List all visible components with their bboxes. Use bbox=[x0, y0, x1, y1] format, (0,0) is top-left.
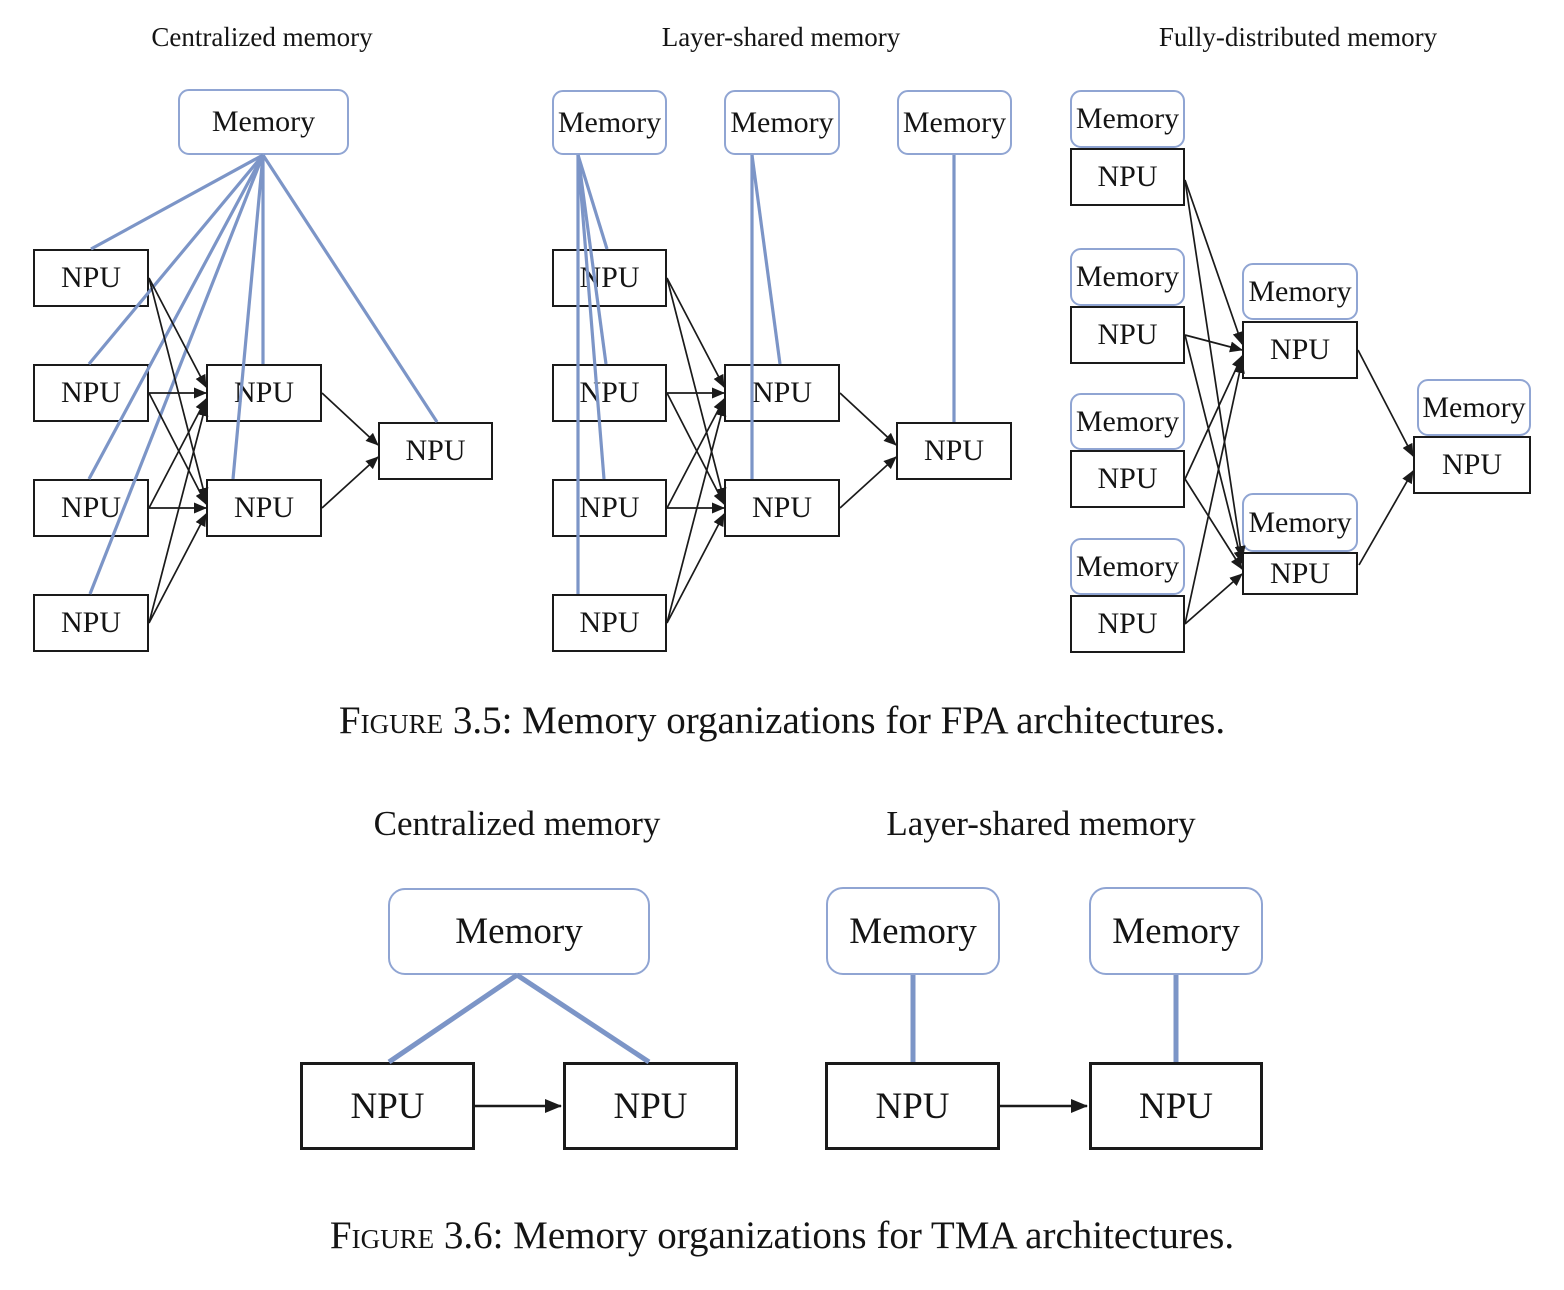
tma-layer-shared-title: Layer-shared memory bbox=[886, 804, 1196, 843]
fpa-layer-shared-title: Layer-shared memory bbox=[661, 22, 901, 52]
tma-centralized-title: Centralized memory bbox=[373, 804, 661, 843]
npu-node: NPU bbox=[33, 594, 149, 652]
npu-node: NPU bbox=[896, 422, 1012, 480]
npu-node: NPU bbox=[33, 249, 149, 307]
npu-node: NPU bbox=[825, 1062, 1000, 1150]
npu-node: NPU bbox=[724, 479, 840, 537]
memory-node: Memory bbox=[1242, 263, 1358, 320]
npu-node: NPU bbox=[378, 422, 493, 480]
npu-node: NPU bbox=[724, 364, 840, 422]
npu-node: NPU bbox=[552, 249, 667, 307]
npu-node: NPU bbox=[1070, 306, 1185, 364]
memory-node: Memory bbox=[1417, 379, 1531, 436]
memory-node: Memory bbox=[1089, 887, 1263, 975]
npu-node: NPU bbox=[33, 364, 149, 422]
npu-node: NPU bbox=[33, 479, 149, 537]
dataflow-arrows-fpa-centralized bbox=[149, 278, 378, 623]
figure-3-5-caption bbox=[0, 698, 1564, 743]
memory-node: Memory bbox=[388, 888, 650, 975]
dataflow-arrows-fpa-layer-shared bbox=[667, 278, 896, 623]
npu-node: NPU bbox=[552, 594, 667, 652]
fpa-fully-distributed-title: Fully-distributed memory bbox=[1158, 22, 1438, 52]
npu-node: NPU bbox=[206, 479, 322, 537]
memory-node: Memory bbox=[826, 887, 1000, 975]
memory-node: Memory bbox=[724, 90, 840, 155]
memory-node: Memory bbox=[178, 89, 349, 155]
npu-node: NPU bbox=[1070, 450, 1185, 508]
npu-node: NPU bbox=[563, 1062, 738, 1150]
npu-node: NPU bbox=[1413, 436, 1531, 494]
figure-3-5-caption-label: Figure 3.5: bbox=[338, 699, 513, 742]
figure-3-6-caption-label: Figure 3.6: bbox=[329, 1214, 504, 1257]
memory-node: Memory bbox=[552, 90, 667, 155]
memory-node: Memory bbox=[1242, 493, 1358, 552]
memory-node: Memory bbox=[1070, 538, 1185, 595]
memory-node: Memory bbox=[1070, 90, 1185, 148]
npu-node: NPU bbox=[206, 364, 322, 422]
npu-node: NPU bbox=[552, 364, 667, 422]
npu-node: NPU bbox=[1070, 595, 1185, 653]
npu-node: NPU bbox=[300, 1062, 475, 1150]
memory-node: Memory bbox=[897, 90, 1012, 155]
npu-node: NPU bbox=[1070, 148, 1185, 206]
memory-node: Memory bbox=[1070, 393, 1185, 450]
memory-bus-lines-tma bbox=[389, 975, 1176, 1062]
npu-node: NPU bbox=[1242, 321, 1358, 379]
memory-node: Memory bbox=[1070, 248, 1185, 306]
npu-node: NPU bbox=[1089, 1062, 1263, 1150]
npu-node: NPU bbox=[552, 479, 667, 537]
npu-node: NPU bbox=[1242, 552, 1358, 595]
figure-3-5-caption-text: Memory organizations for FPA architectures. bbox=[512, 699, 1226, 742]
figure-3-6-caption-text: Memory organizations for TMA architectures. bbox=[503, 1214, 1235, 1257]
figure-3-6-caption bbox=[0, 1213, 1564, 1258]
fpa-centralized-title: Centralized memory bbox=[151, 22, 373, 52]
